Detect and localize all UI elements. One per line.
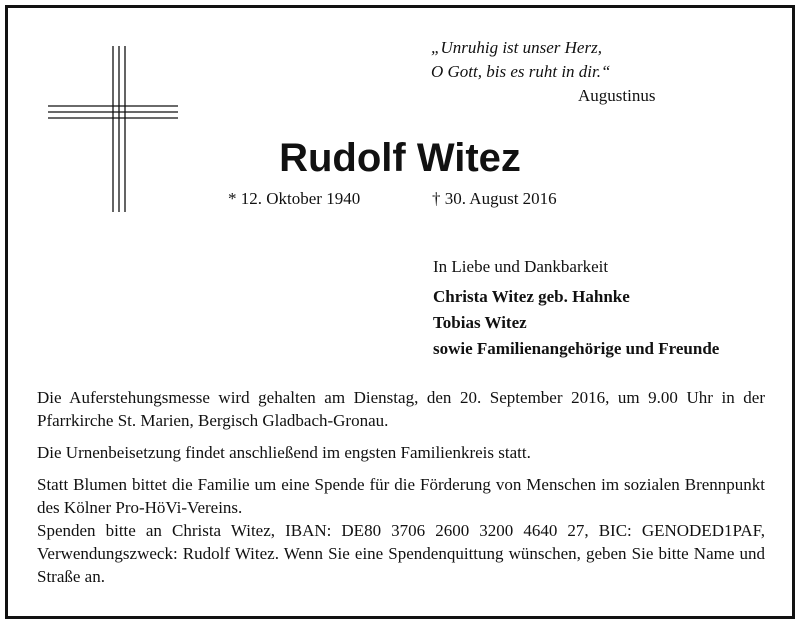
donation-notice: Statt Blumen bittet die Familie um eine Spende für die Förderung von Menschen im sozialen Brennpunkt des Kölner Pro-HöVi-Vereins. [37, 475, 765, 517]
quote-line-2: O Gott, bis es ruht in dir.“ [431, 62, 611, 81]
burial-notice: Die Urnenbeisetzung findet anschließend im engsten Familienkreis statt. [37, 443, 531, 462]
mourner-name: Christa Witez geb. Hahnke [433, 287, 630, 306]
mourner-name: Tobias Witez [433, 313, 527, 332]
service-notice: Die Auferstehungsmesse wird gehalten am Dienstag, den 20. September 2016, um 9.00 Uhr in der Pfarrkirche St. Marien, Bergisch Gladbach-Gronau. [37, 388, 765, 430]
quote-line-1: „Unruhig ist unser Herz, [431, 38, 602, 57]
epigraph-quote [431, 36, 691, 105]
donation-details: Spenden bitte an Christa Witez, IBAN: DE80 3706 2600 3200 4640 27, BIC: GENODED1PAF, Verwendungszweck: Rudolf Witez. Wenn Sie eine Spendenquittung wünschen, geben Sie bitte Name und Straße an. [37, 521, 765, 586]
mourners-block [433, 254, 719, 362]
mourner-name: sowie Familienangehörige und Freunde [433, 339, 720, 358]
mourners-intro: In Liebe und Dankbarkeit [433, 257, 609, 276]
quote-author: Augustinus [578, 86, 656, 105]
birth-date: * 12. Oktober 1940 [228, 189, 361, 208]
deceased-name: Rudolf Witez [279, 136, 521, 180]
death-date: † 30. August 2016 [432, 189, 557, 208]
notice-body [37, 386, 765, 588]
